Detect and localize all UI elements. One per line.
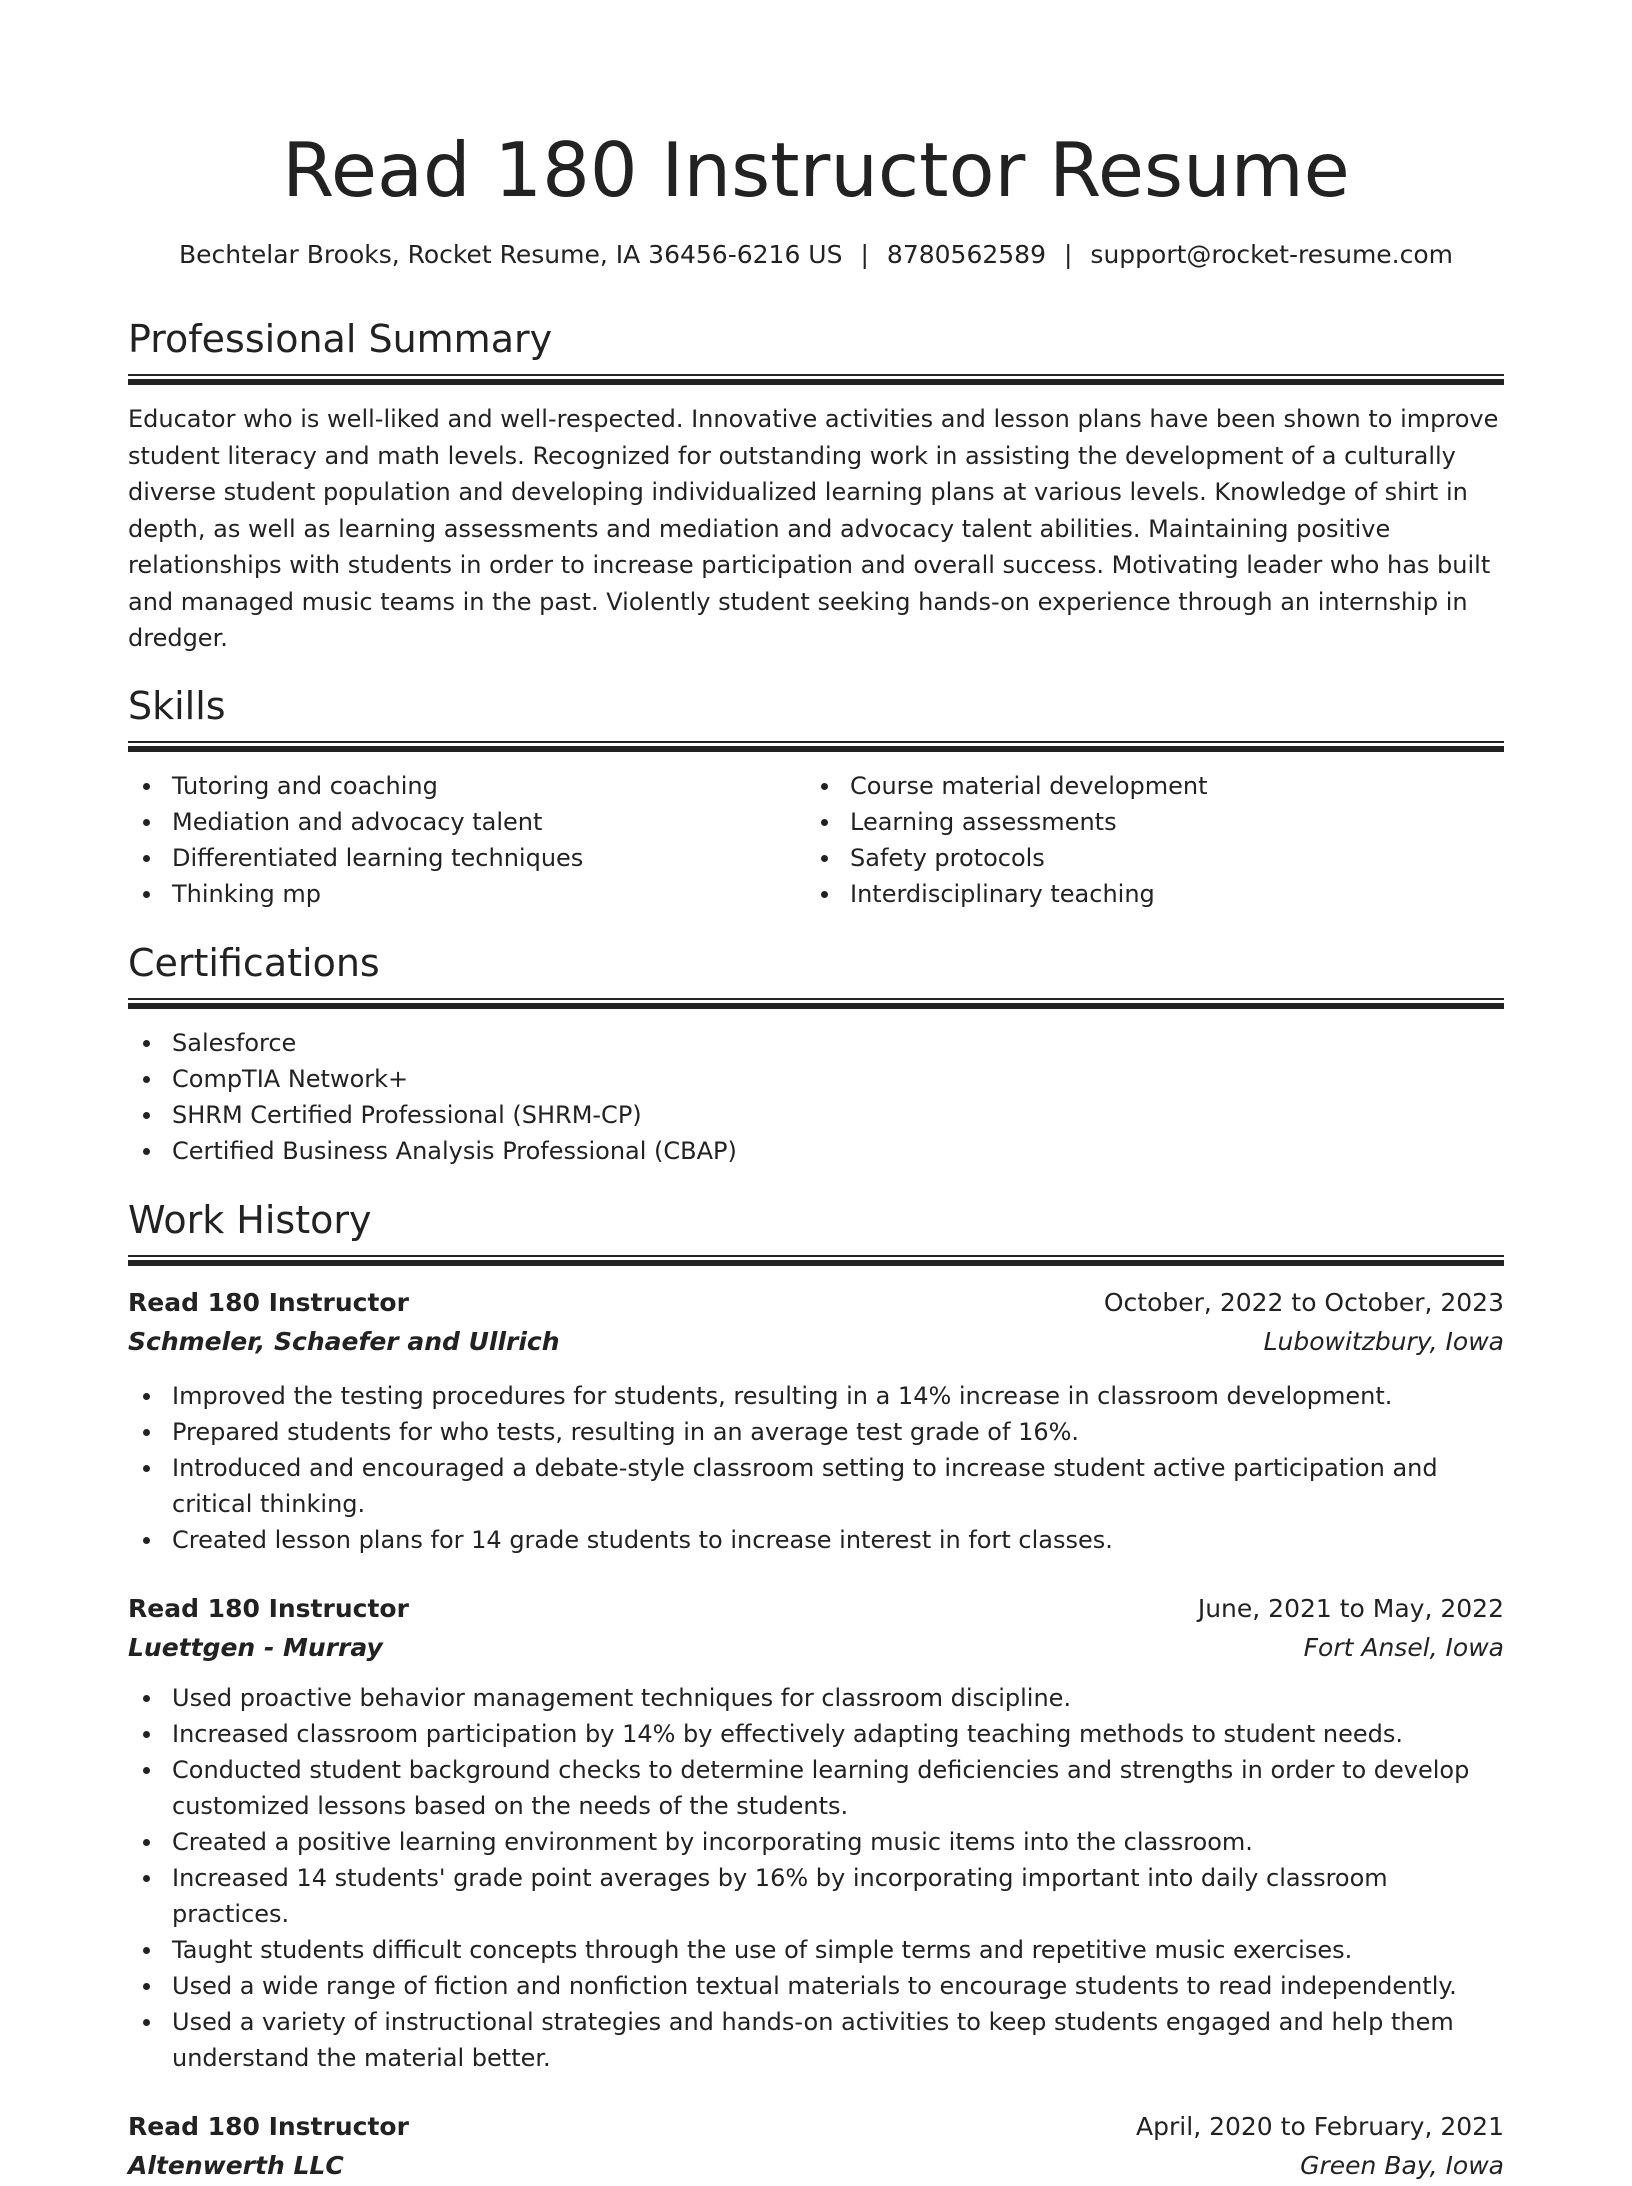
job-location: Lubowitzbury, Iowa — [1263, 1326, 1504, 1356]
certification-item: Salesforce — [128, 1025, 1504, 1061]
job-dates: April, 2020 to February, 2021 — [1136, 2111, 1504, 2141]
skill-item: Differentiated learning techniques — [128, 840, 806, 876]
job-title: Read 180 Instructor — [128, 1287, 409, 1317]
job-company: Altenwerth LLC — [128, 2150, 344, 2180]
certifications-list — [128, 1025, 1504, 1169]
section-divider — [128, 998, 1504, 1009]
contact-address: Bechtelar Brooks, Rocket Resume, IA 36456-6216 US — [178, 240, 843, 269]
skill-item: Course material development — [806, 768, 1484, 804]
skills-section — [128, 683, 1504, 912]
job-dates: June, 2021 to May, 2022 — [1197, 1593, 1504, 1623]
job-bullet: Used a wide range of fiction and nonfiction textual materials to encourage students to read independently. — [128, 1968, 1504, 2004]
job-title: Read 180 Instructor — [128, 2111, 409, 2141]
job-header — [128, 2108, 1504, 2146]
job-bullet: Increased classroom participation by 14% by effectively adapting teaching methods to student needs. — [128, 1716, 1504, 1752]
skills-list-left — [128, 768, 806, 912]
contact-line — [128, 238, 1504, 272]
certification-item: Certified Business Analysis Professional (CBAP) — [128, 1133, 1504, 1169]
job-bullets — [128, 1680, 1504, 2076]
job-bullet: Introduced and encouraged a debate-style classroom setting to increase student active participation and critical thinking. — [128, 1450, 1504, 1522]
job-bullet: Created a positive learning environment by incorporating music items into the classroom. — [128, 1824, 1504, 1860]
skill-item: Safety protocols — [806, 840, 1484, 876]
contact-separator: | — [1063, 240, 1073, 269]
contact-phone: 8780562589 — [886, 240, 1046, 269]
job-company: Luettgen - Murray — [128, 1632, 383, 1662]
job-bullet: Conducted student background checks to determine learning deficiencies and strengths in order to develop customized lessons based on the needs of the students. — [128, 1752, 1504, 1824]
job-subheader — [128, 1322, 1504, 1362]
job-bullet: Created lesson plans for 14 grade students to increase interest in fort classes. — [128, 1522, 1504, 1558]
skill-item: Learning assessments — [806, 804, 1484, 840]
job-bullets — [128, 1378, 1504, 1558]
skills-heading: Skills — [128, 683, 226, 728]
certification-item: CompTIA Network+ — [128, 1061, 1504, 1097]
job-title: Read 180 Instructor — [128, 1593, 409, 1623]
summary-text: Educator who is well-liked and well-respected. Innovative activities and lesson plans have been shown to improve student literacy and math levels. Recognized for outstanding work in assisting the development of a culturally diverse student population and developing individualized learning plans at various levels. Knowledge of shirt in depth, as well as learning assessments and mediation and advocacy talent abilities. Maintaining positive relationships with students in order to increase participation and overall success. Motivating leader who has built and managed music teams in the past. Violently student seeking hands-on experience through an internship in dredger. — [128, 405, 1499, 652]
skill-item: Mediation and advocacy talent — [128, 804, 806, 840]
skills-list-right — [806, 768, 1484, 912]
job-bullet: Used a variety of instructional strategies and hands-on activities to keep students engaged and help them understand the material better. — [128, 2004, 1504, 2076]
job-location: Fort Ansel, Iowa — [1303, 1632, 1504, 1662]
job-header — [128, 1590, 1504, 1628]
contact-separator: | — [860, 240, 869, 269]
job-location: Green Bay, Iowa — [1300, 2150, 1504, 2180]
resume-title: Read 180 Instructor Resume — [282, 126, 1350, 214]
job-entry — [128, 1284, 1504, 1558]
job-bullet: Improved the testing procedures for students, resulting in a 14% increase in classroom development. — [128, 1378, 1504, 1414]
skill-item: Interdisciplinary teaching — [806, 876, 1484, 912]
job-entry — [128, 2108, 1504, 2186]
job-dates: October, 2022 to October, 2023 — [1103, 1287, 1504, 1317]
job-bullet: Prepared students for who tests, resulting in an average test grade of 16%. — [128, 1414, 1504, 1450]
certifications-heading: Certifications — [128, 940, 380, 985]
work-history-section — [128, 1197, 1504, 2186]
job-header — [128, 1284, 1504, 1322]
work-history-heading: Work History — [128, 1197, 372, 1242]
job-bullet: Taught students difficult concepts through the use of simple terms and repetitive music exercises. — [128, 1932, 1504, 1968]
job-bullet: Used proactive behavior management techniques for classroom discipline. — [128, 1680, 1504, 1716]
certification-item: SHRM Certified Professional (SHRM-CP) — [128, 1097, 1504, 1133]
job-company: Schmeler, Schaefer and Ullrich — [128, 1326, 560, 1356]
skill-item: Thinking mp — [128, 876, 806, 912]
contact-email: support@rocket-resume.com — [1090, 240, 1454, 269]
skills-grid — [128, 768, 1504, 912]
skill-item: Tutoring and coaching — [128, 768, 806, 804]
job-entry — [128, 1590, 1504, 2076]
section-divider — [128, 374, 1504, 385]
job-bullet: Increased 14 students' grade point averages by 16% by incorporating important into daily classroom practices. — [128, 1860, 1504, 1932]
section-divider — [128, 741, 1504, 752]
job-subheader — [128, 2146, 1504, 2186]
section-divider — [128, 1255, 1504, 1266]
resume-page — [128, 0, 1504, 2186]
job-subheader — [128, 1628, 1504, 1668]
summary-section — [128, 316, 1504, 657]
certifications-section — [128, 940, 1504, 1169]
summary-heading: Professional Summary — [128, 317, 553, 361]
